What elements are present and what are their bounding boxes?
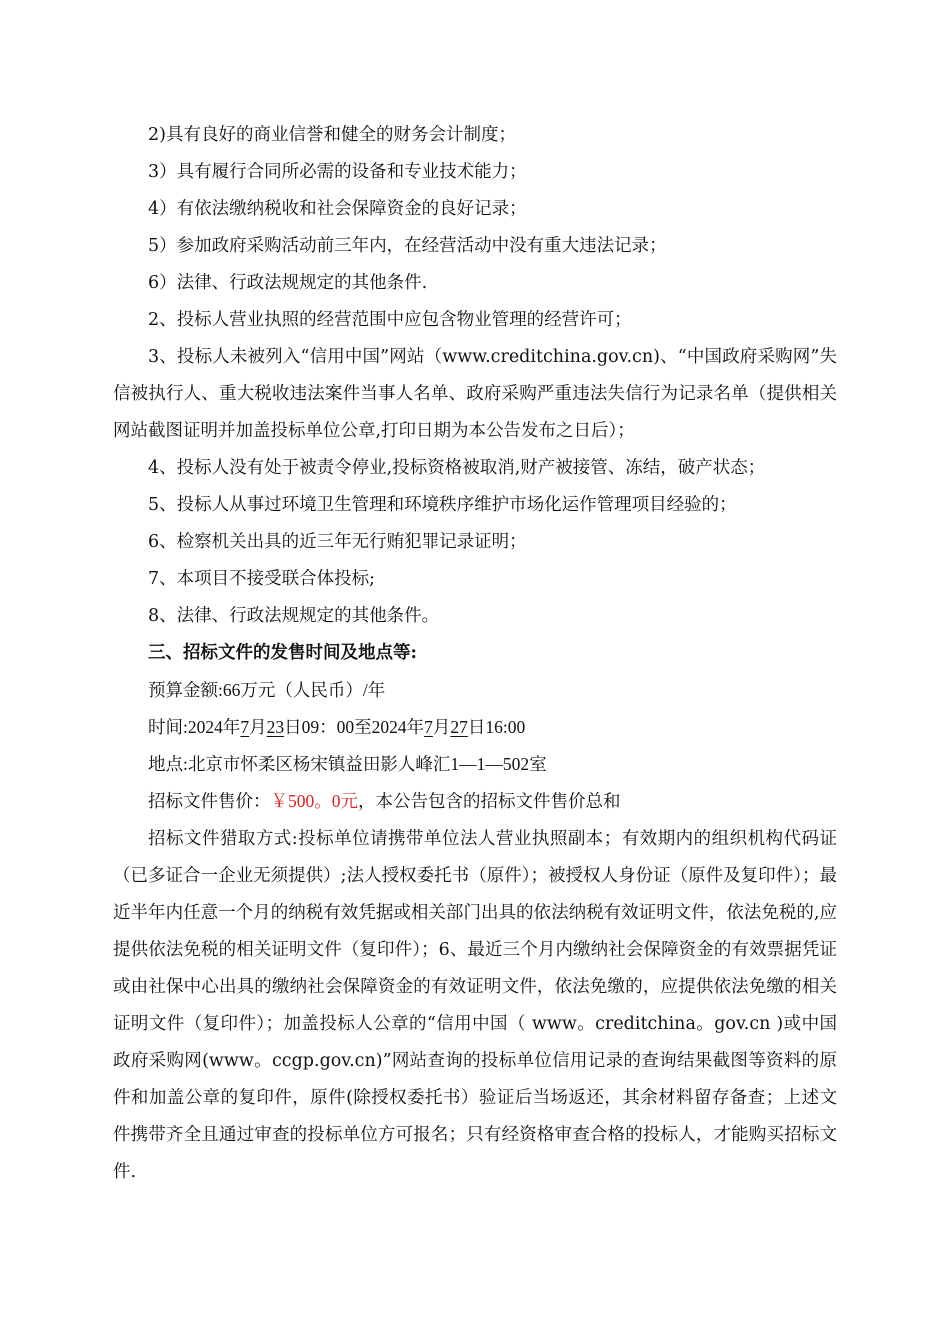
- section-heading: 三、招标文件的发售时间及地点等:: [148, 643, 417, 663]
- requirement-item: 3、投标人未被列入“信用中国”网站（www.creditchina.gov.cn)、“中国政府采购网”失信被执行人、重大税收违法案件当事人名单、政府采购严重违法失信行为记录名单（提供相关网站截图证明并加盖投标单位公章,打印日期为本公告发布之日后）；: [113, 347, 837, 441]
- end-day: 27: [450, 717, 468, 737]
- end-rest: 日16:00: [467, 717, 526, 737]
- location-line: 地点:北京市怀柔区杨宋镇益田影人峰汇1—1—502室: [148, 754, 547, 774]
- price-line: [113, 783, 837, 821]
- requirement-item: 8、法律、行政法规规定的其他条件。: [148, 606, 440, 626]
- requirement-item: 6）法律、行政法规规定的其他条件.: [148, 273, 428, 293]
- end-month-suffix: 月: [432, 717, 451, 737]
- requirement-item: 7、本项目不接受联合体投标;: [148, 569, 376, 589]
- acquisition-method: 招标文件猎取方式:投标单位请携带单位法人营业执照副本；有效期内的组织机构代码证（已多证合一企业无须提供）;法人授权委托书（原件）；被授权人身份证（原件及复印件）；最近半年内任意一个月的纳税有效凭据或相关部门出具的依法纳税有效证明文件，依法免税的,应提供依法免税的相关证明文件（复印件）；6、最近三个月内缴纳社会保障资金的有效票据凭证或由社保中心出具的缴纳社会保障资金的有效证明文件，依法免缴的，应提供依法免缴的相关证明文件（复印件）；加盖投标人公章的“信用中国（ www。creditchina。gov.cn )或中国政府采购网(www。ccgp.gov.cn)”网站查询的投标单位信用记录的查询结果截图等资料的原件和加盖公章的复印件，原件(除授权委托书）验证后当场返还，其余材料留存备查；上述文件携带齐全且通过审查的投标单位方可报名；只有经资格审查合格的投标人，才能购买招标文件.: [113, 829, 837, 1182]
- price-rest: ，本公告包含的招标文件售价总和: [358, 792, 621, 812]
- budget-line: 预算金额:66万元（人民币）/年: [148, 680, 386, 700]
- start-rest: 日09：00至2024年: [284, 717, 425, 737]
- month-suffix: 月: [249, 717, 267, 737]
- price-label: 招标文件售价：: [148, 792, 271, 812]
- start-day: 23: [266, 717, 285, 737]
- requirement-item: 3）具有履行合同所必需的设备和专业技术能力；: [148, 162, 527, 182]
- requirement-item: 2、投标人营业执照的经营范围中应包含物业管理的经营许可；: [148, 310, 632, 330]
- end-month: 7: [424, 717, 433, 737]
- requirement-item: 4、投标人没有处于被责令停业,投标资格被取消,财产被接管、冻结，破产状态；: [148, 458, 766, 478]
- document-body: [113, 117, 837, 1191]
- time-line: [113, 709, 837, 746]
- requirement-item: 4）有依法缴纳税收和社会保障资金的良好记录；: [148, 199, 527, 219]
- time-prefix: 时间:2024年: [148, 717, 241, 737]
- requirement-item: 2)具有良好的商业信誉和健全的财务会计制度；: [148, 125, 516, 145]
- requirement-item: 5、投标人从事过环境卫生管理和环境秩序维护市场化运作管理项目经验的；: [148, 495, 737, 515]
- requirement-item: 5）参加政府采购活动前三年内，在经营活动中没有重大违法记录；: [148, 236, 667, 256]
- requirement-item: 6、检察机关出具的近三年无行贿犯罪记录证明；: [148, 532, 527, 552]
- price-amount: ￥500。0元: [270, 791, 358, 811]
- start-month: 7: [240, 717, 250, 737]
